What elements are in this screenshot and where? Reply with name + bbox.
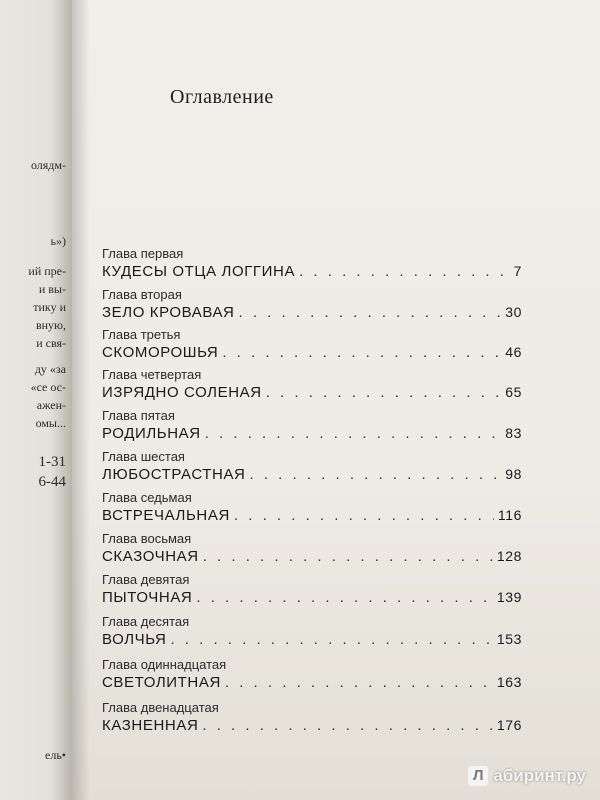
dot-leader <box>203 548 493 565</box>
page-number: 98 <box>505 466 522 482</box>
chapter-number: Глава вторая <box>102 287 182 302</box>
gutter-shadow <box>72 0 90 800</box>
toc-entry <box>102 490 522 524</box>
dot-leader <box>238 304 501 321</box>
dot-leader <box>170 631 492 648</box>
toc-title: Оглавление <box>170 86 274 108</box>
labirint-logo-icon: Л <box>468 766 488 786</box>
chapter-title: ВСТРЕЧАЛЬНАЯ <box>102 507 230 524</box>
left-page-line: вную, <box>35 318 66 332</box>
page-number: 7 <box>513 263 522 279</box>
chapter-number: Глава пятая <box>102 408 175 423</box>
chapter-number: Глава четвертая <box>102 367 202 382</box>
left-page-line: ель• <box>45 748 66 762</box>
page-number: 30 <box>505 304 522 320</box>
toc-entry <box>102 700 522 734</box>
chapter-title: ПЫТОЧНАЯ <box>102 589 193 606</box>
left-page-line: ий пре- <box>28 264 66 278</box>
left-page-line: омы... <box>35 416 66 430</box>
labirint-watermark <box>468 766 586 786</box>
page-number: 46 <box>505 344 522 360</box>
dot-leader <box>225 674 493 691</box>
toc-entry <box>102 531 522 565</box>
chapter-title: КАЗНЕННАЯ <box>102 717 199 734</box>
dot-leader <box>266 384 502 401</box>
toc-entry <box>102 327 522 361</box>
page-number: 153 <box>496 631 522 647</box>
toc-entry <box>102 246 522 280</box>
chapter-title: СКАЗОЧНАЯ <box>102 548 199 565</box>
toc-entry <box>102 657 522 691</box>
chapter-title: СВЕТОЛИТНАЯ <box>102 674 221 691</box>
chapter-number: Глава одиннадцатая <box>102 657 227 672</box>
dot-leader <box>234 507 494 524</box>
chapter-title: РОДИЛЬНАЯ <box>102 425 201 442</box>
toc-entry <box>102 614 522 648</box>
left-page-line: и свя- <box>36 336 66 350</box>
left-page-line: ь») <box>50 234 66 248</box>
page-number: 163 <box>496 674 522 690</box>
left-page-line: и вы- <box>38 282 66 296</box>
dot-leader <box>196 589 492 606</box>
page-number: 176 <box>496 717 522 733</box>
dot-leader <box>249 466 501 483</box>
left-page-line: тику и <box>33 300 66 314</box>
left-page-line: 6-44 <box>38 474 66 490</box>
left-page-line: 1-31 <box>38 454 66 470</box>
chapter-number: Глава первая <box>102 246 184 261</box>
chapter-number: Глава восьмая <box>102 531 192 546</box>
left-page-line: ду «за <box>34 362 66 376</box>
dot-leader <box>299 263 510 280</box>
chapter-number: Глава девятая <box>102 572 190 587</box>
chapter-number: Глава седьмая <box>102 490 192 505</box>
dot-leader <box>205 425 502 442</box>
toc-entry <box>102 287 522 321</box>
toc-entry <box>102 572 522 606</box>
page-number: 139 <box>496 589 522 605</box>
left-page-line: «се ос- <box>30 380 66 394</box>
page-number: 128 <box>496 548 522 564</box>
dot-leader <box>222 344 501 361</box>
chapter-title: СКОМОРОШЬЯ <box>102 344 219 361</box>
chapter-title: ВОЛЧЬЯ <box>102 631 167 648</box>
left-page-line: ажен- <box>36 398 66 412</box>
toc-entry <box>102 367 522 401</box>
left-page-line: олядм- <box>30 158 66 172</box>
chapter-number: Глава шестая <box>102 449 185 464</box>
chapter-number: Глава двенадцатая <box>102 700 219 715</box>
dot-leader <box>202 717 492 734</box>
page-number: 83 <box>505 425 522 441</box>
left-page <box>0 0 72 800</box>
chapter-title: КУДЕСЫ ОТЦА ЛОГГИНА <box>102 263 296 280</box>
chapter-title: ИЗРЯДНО СОЛЕНАЯ <box>102 384 262 401</box>
chapter-title: ЗЕЛО КРОВАВАЯ <box>102 304 235 321</box>
page-number: 65 <box>505 384 522 400</box>
watermark-text: абиринт.ру <box>493 766 586 785</box>
toc-entry <box>102 408 522 442</box>
page-number: 116 <box>497 507 522 523</box>
chapter-title: ЛЮБОСТРАСТНАЯ <box>102 466 246 483</box>
toc-entry <box>102 449 522 483</box>
chapter-number: Глава десятая <box>102 614 190 629</box>
chapter-number: Глава третья <box>102 327 181 342</box>
